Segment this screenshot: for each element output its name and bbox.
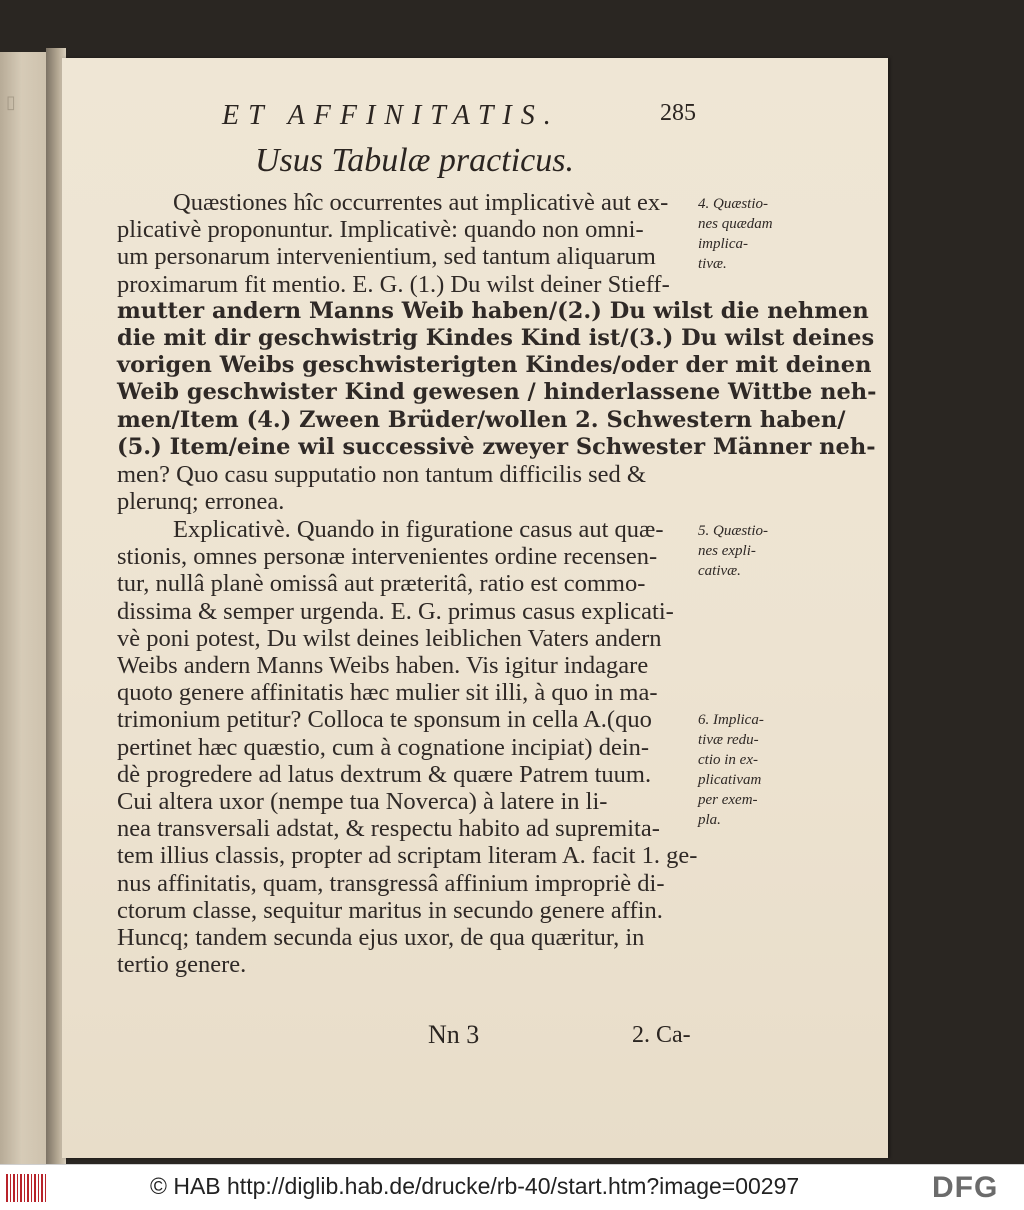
marginal-line: nes quædam [698,216,773,232]
text-line: vè poni potest, Du wilst deines leiblichen Vaters andern [117,624,662,652]
catchword: 2. Ca- [632,1022,691,1048]
marginal-line: implica- [698,236,748,252]
text-line: proximarum fit mentio. E. G. (1.) Du wilst deiner Stieff- [117,270,670,298]
signature-mark: Nn 3 [428,1020,480,1049]
text-line: tem illius classis, propter ad scriptam literam A. facit 1. ge- [117,842,698,870]
text-line: um personarum intervenientium, sed tantum aliquarum [117,243,656,271]
marginal-line: 6. Implica- [698,712,764,728]
marginal-line: 5. Quæstio- [698,523,769,539]
marginal-note-4 [698,194,798,274]
text-line: ctorum classe, sequitur maritus in secundo genere affin. [117,896,663,924]
text-line: quoto genere affinitatis hæc mulier sit illi, à quo in ma- [117,679,658,707]
text-line: Cui altera uxor (nempe tua Noverca) à latere in li- [117,788,608,816]
marginal-note-5 [698,521,798,581]
text-line: nus affinitatis, quam, transgressâ affinium impropriè di- [117,869,665,897]
text-line: Huncq; tandem secunda ejus uxor, de qua quæritur, in [117,924,645,952]
text-line: dè progredere ad latus dextrum & quære Patrem tuum. [117,760,652,788]
text-line: stionis, omnes personæ intervenientes ordine recensen- [117,543,658,571]
marginal-line: plicativam [698,772,762,788]
text-line: trimonium petitur? Colloca te sponsum in cella A.(quo [117,706,652,734]
bleed-through-mark: ▯ [6,92,16,112]
paragraph-explicative [117,516,697,978]
marginal-line: tivæ redu- [698,732,759,748]
text-line: Weibs andern Manns Weibs haben. Vis igitur indagare [117,652,649,680]
text-line: vorigen Weibs geschwisterigten Kindes/oder der mit deinen [117,352,872,379]
text-line: pertinet hæc quæstio, cum à cognatione incipiat) dein- [117,733,650,761]
marginal-line: pla. [698,812,721,828]
text-line: dissima & semper urgenda. E. G. primus casus explicati- [117,597,674,625]
section-title: Usus Tabulæ practicus. [255,142,574,179]
barcode-icon [6,1174,48,1202]
text-line: Quæstiones hîc occurrentes aut implicativè aut ex- [173,189,669,216]
text-line: tertio genere. [117,951,247,979]
text-line: men/Item (4.) Zween Brüder/wollen 2. Schwestern haben/ [117,406,846,433]
text-line: Explicativè. Quando in figuratione casus aut quæ- [173,516,664,543]
viewer-footer-bar [0,1164,1024,1210]
text-line: men? Quo casu supputatio non tantum difficilis sed & [117,461,646,489]
dfg-logo-icon: DFG [932,1171,999,1204]
marginal-line: nes expli- [698,543,756,559]
marginal-line: tivæ. [698,256,727,272]
marginal-line: 4. Quæstio- [698,196,769,212]
text-line: die mit dir geschwistrig Kindes Kind ist/(3.) Du wilst deines [117,325,875,352]
text-line: nea transversali adstat, & respectu habito ad supremita- [117,815,660,843]
text-line: plicativè proponuntur. Implicativè: quando non omni- [117,216,644,244]
text-line: (5.) Item/eine wil successivè zweyer Schwester Männer neh- [117,433,876,460]
marginal-line: per exem- [698,792,758,808]
marginal-line: cativæ. [698,563,741,579]
marginal-line: ctio in ex- [698,752,758,768]
marginal-note-6 [698,710,798,830]
page-number: 285 [660,100,696,126]
previous-page-edge [0,52,48,1164]
citation-link[interactable]: © HAB http://diglib.hab.de/drucke/rb-40/start.htm?image=00297 [150,1173,800,1199]
text-line: tur, nullâ planè omissâ aut præteritâ, ratio est commo- [117,570,646,598]
text-line: Weib geschwister Kind gewesen / hinderlassene Wittbe neh- [117,379,877,406]
running-head: ET AFFINITATIS. [222,100,560,131]
text-line: plerunq; erronea. [117,488,285,516]
text-line: mutter andern Manns Weib haben/(2.) Du wilst die nehmen [117,297,869,324]
